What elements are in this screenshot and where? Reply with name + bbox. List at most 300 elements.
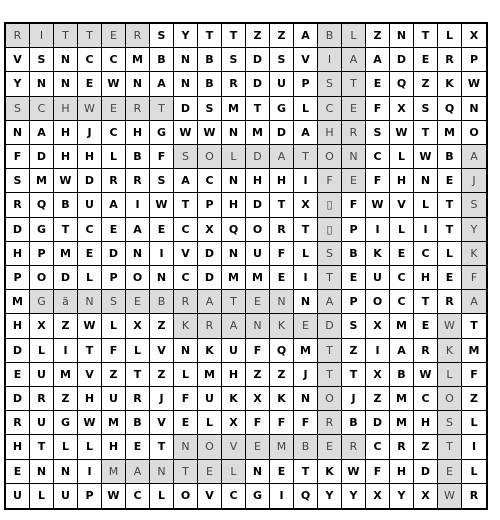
- grid-cell[interactable]: F: [318, 169, 342, 193]
- grid-cell[interactable]: H: [222, 193, 246, 217]
- grid-cell[interactable]: N: [150, 460, 174, 484]
- grid-cell[interactable]: L: [342, 24, 366, 48]
- grid-cell[interactable]: T: [438, 218, 462, 242]
- grid-cell[interactable]: T: [414, 290, 438, 314]
- grid-cell[interactable]: M: [462, 339, 486, 363]
- grid-cell[interactable]: X: [462, 24, 486, 48]
- grid-cell[interactable]: N: [30, 72, 54, 96]
- grid-cell[interactable]: G: [246, 484, 270, 508]
- grid-cell[interactable]: N: [174, 339, 198, 363]
- grid-cell[interactable]: U: [246, 242, 270, 266]
- grid-cell[interactable]: R: [342, 121, 366, 145]
- grid-cell[interactable]: E: [126, 290, 150, 314]
- grid-cell[interactable]: F: [294, 411, 318, 435]
- grid-cell[interactable]: A: [294, 121, 318, 145]
- grid-cell[interactable]: L: [462, 460, 486, 484]
- grid-cell[interactable]: S: [342, 314, 366, 338]
- grid-cell[interactable]: U: [366, 266, 390, 290]
- grid-cell[interactable]: X: [126, 314, 150, 338]
- grid-cell[interactable]: L: [438, 363, 462, 387]
- grid-cell[interactable]: D: [414, 460, 438, 484]
- grid-cell[interactable]: F: [246, 339, 270, 363]
- grid-cell[interactable]: I: [126, 193, 150, 217]
- grid-cell[interactable]: W: [150, 193, 174, 217]
- grid-cell[interactable]: M: [390, 314, 414, 338]
- grid-cell[interactable]: L: [294, 97, 318, 121]
- grid-cell[interactable]: P: [102, 266, 126, 290]
- grid-cell[interactable]: N: [6, 121, 30, 145]
- grid-cell[interactable]: E: [102, 97, 126, 121]
- grid-cell[interactable]: S: [150, 169, 174, 193]
- grid-cell[interactable]: P: [342, 218, 366, 242]
- grid-cell[interactable]: E: [342, 266, 366, 290]
- grid-cell[interactable]: C: [390, 290, 414, 314]
- grid-cell[interactable]: D: [30, 145, 54, 169]
- grid-cell[interactable]: W: [438, 484, 462, 508]
- grid-cell[interactable]: T: [294, 460, 318, 484]
- grid-cell[interactable]: F: [366, 169, 390, 193]
- grid-cell[interactable]: L: [198, 411, 222, 435]
- grid-cell[interactable]: I: [30, 24, 54, 48]
- grid-cell[interactable]: J: [78, 121, 102, 145]
- grid-cell[interactable]: A: [198, 290, 222, 314]
- grid-cell[interactable]: L: [222, 460, 246, 484]
- grid-cell[interactable]: W: [102, 484, 126, 508]
- grid-cell[interactable]: I: [150, 242, 174, 266]
- grid-cell[interactable]: X: [390, 97, 414, 121]
- grid-cell[interactable]: N: [30, 460, 54, 484]
- grid-cell[interactable]: A: [126, 218, 150, 242]
- grid-cell[interactable]: V: [150, 339, 174, 363]
- grid-cell[interactable]: H: [270, 169, 294, 193]
- grid-cell[interactable]: R: [469, 489, 479, 503]
- grid-cell[interactable]: Z: [150, 314, 174, 338]
- grid-cell[interactable]: M: [126, 48, 150, 72]
- grid-cell[interactable]: D: [78, 169, 102, 193]
- grid-cell[interactable]: N: [222, 169, 246, 193]
- grid-cell[interactable]: I: [270, 484, 294, 508]
- grid-cell[interactable]: C: [174, 218, 198, 242]
- grid-cell[interactable]: A: [342, 48, 366, 72]
- grid-cell[interactable]: ▯: [318, 218, 342, 242]
- grid-cell[interactable]: R: [222, 72, 246, 96]
- grid-cell[interactable]: B: [438, 145, 462, 169]
- grid-cell[interactable]: H: [102, 435, 126, 459]
- grid-cell[interactable]: X: [246, 387, 270, 411]
- grid-cell[interactable]: M: [222, 266, 246, 290]
- grid-cell[interactable]: M: [270, 435, 294, 459]
- grid-cell[interactable]: L: [174, 363, 198, 387]
- grid-cell[interactable]: L: [78, 435, 102, 459]
- grid-cell[interactable]: Z: [414, 72, 438, 96]
- grid-cell[interactable]: N: [54, 72, 78, 96]
- grid-cell[interactable]: D: [198, 242, 222, 266]
- grid-cell[interactable]: A: [126, 460, 150, 484]
- grid-cell[interactable]: E: [78, 242, 102, 266]
- grid-cell[interactable]: N: [174, 72, 198, 96]
- grid-cell[interactable]: V: [390, 193, 414, 217]
- grid-cell[interactable]: E: [438, 460, 462, 484]
- grid-cell[interactable]: A: [174, 169, 198, 193]
- grid-cell[interactable]: E: [342, 97, 366, 121]
- grid-cell[interactable]: U: [198, 387, 222, 411]
- grid-cell[interactable]: E: [102, 24, 126, 48]
- grid-cell[interactable]: Z: [462, 387, 486, 411]
- grid-cell[interactable]: T: [294, 218, 318, 242]
- grid-cell[interactable]: N: [54, 460, 78, 484]
- grid-cell[interactable]: H: [222, 363, 246, 387]
- grid-cell[interactable]: X: [366, 363, 390, 387]
- grid-cell[interactable]: T: [342, 363, 366, 387]
- grid-cell[interactable]: A: [366, 48, 390, 72]
- grid-cell[interactable]: V: [198, 484, 222, 508]
- grid-cell[interactable]: O: [438, 387, 462, 411]
- grid-cell[interactable]: P: [342, 290, 366, 314]
- grid-cell[interactable]: S: [222, 48, 246, 72]
- grid-cell[interactable]: H: [390, 169, 414, 193]
- grid-cell[interactable]: Z: [246, 363, 270, 387]
- grid-cell[interactable]: O: [30, 266, 54, 290]
- grid-cell[interactable]: Z: [54, 314, 78, 338]
- grid-cell[interactable]: K: [270, 314, 294, 338]
- grid-cell[interactable]: O: [174, 484, 198, 508]
- grid-cell[interactable]: L: [102, 314, 126, 338]
- grid-cell[interactable]: S: [318, 242, 342, 266]
- grid-cell[interactable]: U: [102, 387, 126, 411]
- grid-cell[interactable]: L: [438, 242, 462, 266]
- grid-cell[interactable]: M: [54, 242, 78, 266]
- grid-cell[interactable]: T: [414, 24, 438, 48]
- grid-cell[interactable]: B: [150, 48, 174, 72]
- grid-cell[interactable]: F: [462, 363, 486, 387]
- grid-cell[interactable]: M: [246, 266, 270, 290]
- grid-cell[interactable]: Z: [414, 435, 438, 459]
- grid-cell[interactable]: M: [102, 460, 126, 484]
- grid-cell[interactable]: N: [414, 169, 438, 193]
- grid-cell[interactable]: B: [198, 72, 222, 96]
- grid-cell[interactable]: R: [126, 169, 150, 193]
- grid-cell[interactable]: D: [198, 266, 222, 290]
- grid-cell[interactable]: I: [294, 266, 318, 290]
- grid-cell[interactable]: C: [366, 435, 390, 459]
- grid-cell[interactable]: N: [294, 290, 318, 314]
- grid-cell[interactable]: E: [6, 363, 30, 387]
- grid-cell[interactable]: T: [222, 290, 246, 314]
- grid-cell[interactable]: M: [102, 411, 126, 435]
- grid-cell[interactable]: X: [366, 314, 390, 338]
- grid-cell[interactable]: T: [438, 435, 462, 459]
- grid-cell[interactable]: V: [294, 48, 318, 72]
- grid-cell[interactable]: K: [222, 387, 246, 411]
- grid-cell[interactable]: D: [6, 387, 30, 411]
- grid-cell[interactable]: L: [30, 339, 54, 363]
- grid-cell[interactable]: L: [438, 24, 462, 48]
- grid-cell[interactable]: M: [222, 97, 246, 121]
- grid-cell[interactable]: L: [102, 145, 126, 169]
- grid-cell[interactable]: L: [54, 435, 78, 459]
- grid-cell[interactable]: N: [54, 48, 78, 72]
- grid-cell[interactable]: L: [78, 266, 102, 290]
- grid-cell[interactable]: K: [318, 460, 342, 484]
- grid-cell[interactable]: V: [150, 411, 174, 435]
- grid-cell[interactable]: H: [318, 121, 342, 145]
- grid-cell[interactable]: T: [222, 24, 246, 48]
- grid-cell[interactable]: T: [78, 24, 102, 48]
- grid-cell[interactable]: X: [30, 314, 54, 338]
- grid-cell[interactable]: B: [390, 363, 414, 387]
- grid-cell[interactable]: B: [342, 411, 366, 435]
- grid-cell[interactable]: Y: [6, 72, 30, 96]
- grid-cell[interactable]: Z: [246, 24, 270, 48]
- grid-cell[interactable]: R: [30, 387, 54, 411]
- grid-cell[interactable]: E: [318, 435, 342, 459]
- grid-cell[interactable]: E: [390, 242, 414, 266]
- grid-cell[interactable]: X: [414, 484, 438, 508]
- grid-cell[interactable]: B: [126, 145, 150, 169]
- grid-cell[interactable]: N: [78, 290, 102, 314]
- grid-cell[interactable]: R: [6, 411, 30, 435]
- grid-cell[interactable]: L: [150, 484, 174, 508]
- grid-cell[interactable]: C: [126, 484, 150, 508]
- grid-cell[interactable]: H: [78, 387, 102, 411]
- grid-cell[interactable]: R: [174, 290, 198, 314]
- grid-cell[interactable]: H: [54, 121, 78, 145]
- grid-cell[interactable]: F: [366, 460, 390, 484]
- grid-cell[interactable]: E: [294, 314, 318, 338]
- grid-cell[interactable]: M: [294, 339, 318, 363]
- grid-cell[interactable]: B: [294, 435, 318, 459]
- grid-cell[interactable]: R: [126, 24, 150, 48]
- grid-cell[interactable]: A: [462, 290, 486, 314]
- grid-cell[interactable]: R: [438, 48, 462, 72]
- grid-cell[interactable]: Y: [174, 24, 198, 48]
- grid-cell[interactable]: L: [126, 339, 150, 363]
- grid-cell[interactable]: I: [462, 435, 486, 459]
- grid-cell[interactable]: G: [54, 411, 78, 435]
- grid-cell[interactable]: N: [270, 290, 294, 314]
- grid-cell[interactable]: Z: [54, 387, 78, 411]
- grid-cell[interactable]: Q: [390, 72, 414, 96]
- grid-cell[interactable]: W: [78, 411, 102, 435]
- grid-cell[interactable]: A: [30, 121, 54, 145]
- grid-cell[interactable]: Z: [366, 387, 390, 411]
- grid-cell[interactable]: H: [126, 121, 150, 145]
- grid-cell[interactable]: R: [390, 435, 414, 459]
- grid-cell[interactable]: D: [6, 218, 30, 242]
- grid-cell[interactable]: S: [414, 97, 438, 121]
- grid-cell[interactable]: R: [6, 193, 30, 217]
- grid-cell[interactable]: K: [438, 72, 462, 96]
- grid-cell[interactable]: F: [6, 145, 30, 169]
- grid-cell[interactable]: C: [102, 48, 126, 72]
- grid-cell[interactable]: Z: [102, 363, 126, 387]
- grid-cell[interactable]: R: [126, 97, 150, 121]
- grid-cell[interactable]: P: [462, 48, 486, 72]
- grid-cell[interactable]: M: [54, 363, 78, 387]
- grid-cell[interactable]: T: [54, 24, 78, 48]
- grid-cell[interactable]: J: [342, 387, 366, 411]
- grid-cell[interactable]: S: [6, 169, 30, 193]
- grid-cell[interactable]: A: [390, 339, 414, 363]
- grid-cell[interactable]: F: [270, 411, 294, 435]
- grid-cell[interactable]: K: [270, 387, 294, 411]
- grid-cell[interactable]: V: [6, 48, 30, 72]
- grid-cell[interactable]: Z: [366, 24, 390, 48]
- grid-cell[interactable]: O: [366, 290, 390, 314]
- grid-cell[interactable]: P: [294, 72, 318, 96]
- grid-cell[interactable]: X: [366, 484, 390, 508]
- grid-cell[interactable]: S: [6, 97, 30, 121]
- grid-cell[interactable]: A: [294, 24, 318, 48]
- grid-cell[interactable]: D: [6, 339, 30, 363]
- grid-cell[interactable]: W: [78, 314, 102, 338]
- grid-cell[interactable]: T: [318, 363, 342, 387]
- grid-cell[interactable]: X: [198, 218, 222, 242]
- grid-cell[interactable]: T: [318, 266, 342, 290]
- grid-cell[interactable]: T: [438, 193, 462, 217]
- grid-cell[interactable]: M: [438, 121, 462, 145]
- grid-cell[interactable]: Z: [150, 363, 174, 387]
- grid-cell[interactable]: C: [198, 169, 222, 193]
- grid-cell[interactable]: K: [174, 314, 198, 338]
- grid-cell[interactable]: E: [150, 218, 174, 242]
- grid-cell[interactable]: F: [366, 97, 390, 121]
- grid-cell[interactable]: N: [222, 242, 246, 266]
- grid-cell[interactable]: G: [30, 290, 54, 314]
- grid-cell[interactable]: A: [102, 193, 126, 217]
- grid-cell[interactable]: W: [174, 121, 198, 145]
- grid-cell[interactable]: E: [126, 435, 150, 459]
- grid-cell[interactable]: I: [366, 218, 390, 242]
- grid-cell[interactable]: B: [342, 242, 366, 266]
- grid-cell[interactable]: D: [390, 48, 414, 72]
- grid-cell[interactable]: Q: [30, 193, 54, 217]
- grid-cell[interactable]: B: [150, 290, 174, 314]
- grid-cell[interactable]: D: [246, 193, 270, 217]
- grid-cell[interactable]: S: [174, 145, 198, 169]
- grid-cell[interactable]: V: [174, 242, 198, 266]
- grid-cell[interactable]: L: [414, 193, 438, 217]
- grid-cell[interactable]: N: [222, 121, 246, 145]
- grid-cell[interactable]: A: [462, 145, 486, 169]
- grid-cell[interactable]: D: [246, 145, 270, 169]
- grid-cell[interactable]: T: [318, 339, 342, 363]
- grid-cell[interactable]: C: [78, 218, 102, 242]
- grid-cell[interactable]: E: [366, 72, 390, 96]
- grid-cell[interactable]: T: [78, 339, 102, 363]
- grid-cell[interactable]: H: [6, 435, 30, 459]
- grid-cell[interactable]: N: [174, 435, 198, 459]
- grid-cell[interactable]: T: [414, 121, 438, 145]
- grid-cell[interactable]: S: [462, 193, 486, 217]
- grid-cell[interactable]: F: [462, 266, 486, 290]
- grid-cell[interactable]: E: [246, 290, 270, 314]
- grid-cell[interactable]: T: [462, 314, 486, 338]
- grid-cell[interactable]: M: [246, 121, 270, 145]
- grid-cell[interactable]: H: [390, 460, 414, 484]
- grid-cell[interactable]: I: [294, 169, 318, 193]
- grid-cell[interactable]: T: [246, 97, 270, 121]
- grid-cell[interactable]: T: [198, 24, 222, 48]
- grid-cell[interactable]: E: [270, 266, 294, 290]
- grid-cell[interactable]: H: [54, 145, 78, 169]
- grid-cell[interactable]: R: [438, 290, 462, 314]
- grid-cell[interactable]: T: [54, 218, 78, 242]
- grid-cell[interactable]: T: [342, 72, 366, 96]
- grid-cell[interactable]: W: [390, 121, 414, 145]
- grid-cell[interactable]: O: [246, 218, 270, 242]
- grid-cell[interactable]: H: [414, 266, 438, 290]
- grid-cell[interactable]: D: [246, 72, 270, 96]
- grid-cell[interactable]: P: [198, 193, 222, 217]
- grid-cell[interactable]: T: [174, 460, 198, 484]
- grid-cell[interactable]: H: [54, 97, 78, 121]
- grid-cell[interactable]: U: [78, 193, 102, 217]
- grid-cell[interactable]: C: [366, 145, 390, 169]
- grid-cell[interactable]: F: [174, 387, 198, 411]
- grid-cell[interactable]: A: [222, 314, 246, 338]
- grid-cell[interactable]: S: [102, 290, 126, 314]
- grid-cell[interactable]: M: [198, 363, 222, 387]
- grid-cell[interactable]: K: [366, 242, 390, 266]
- grid-cell[interactable]: U: [6, 484, 30, 508]
- grid-cell[interactable]: X: [294, 193, 318, 217]
- grid-cell[interactable]: W: [342, 460, 366, 484]
- grid-cell[interactable]: Q: [438, 97, 462, 121]
- grid-cell[interactable]: F: [150, 145, 174, 169]
- grid-cell[interactable]: B: [198, 48, 222, 72]
- grid-cell[interactable]: D: [270, 121, 294, 145]
- grid-cell[interactable]: L: [30, 484, 54, 508]
- grid-cell[interactable]: W: [414, 145, 438, 169]
- grid-cell[interactable]: M: [30, 169, 54, 193]
- grid-cell[interactable]: T: [30, 435, 54, 459]
- grid-cell[interactable]: H: [78, 145, 102, 169]
- grid-cell[interactable]: E: [174, 411, 198, 435]
- grid-cell[interactable]: X: [222, 411, 246, 435]
- grid-cell[interactable]: S: [438, 411, 462, 435]
- grid-cell[interactable]: A: [270, 145, 294, 169]
- grid-cell[interactable]: I: [366, 339, 390, 363]
- grid-cell[interactable]: F: [270, 242, 294, 266]
- grid-cell[interactable]: N: [462, 97, 486, 121]
- grid-cell[interactable]: D: [102, 242, 126, 266]
- grid-cell[interactable]: O: [126, 266, 150, 290]
- grid-cell[interactable]: I: [318, 48, 342, 72]
- grid-cell[interactable]: N: [342, 145, 366, 169]
- grid-cell[interactable]: M: [390, 411, 414, 435]
- grid-cell[interactable]: S: [198, 97, 222, 121]
- grid-cell[interactable]: W: [54, 169, 78, 193]
- grid-cell[interactable]: U: [30, 411, 54, 435]
- grid-cell[interactable]: V: [78, 363, 102, 387]
- grid-cell[interactable]: Z: [270, 363, 294, 387]
- grid-cell[interactable]: Q: [294, 484, 318, 508]
- grid-cell[interactable]: G: [30, 218, 54, 242]
- grid-cell[interactable]: O: [462, 121, 486, 145]
- grid-cell[interactable]: C: [414, 387, 438, 411]
- grid-cell[interactable]: C: [222, 484, 246, 508]
- grid-cell[interactable]: P: [78, 484, 102, 508]
- grid-cell[interactable]: N: [126, 242, 150, 266]
- grid-cell[interactable]: U: [222, 339, 246, 363]
- grid-cell[interactable]: D: [246, 48, 270, 72]
- grid-cell[interactable]: I: [78, 460, 102, 484]
- grid-cell[interactable]: C: [174, 266, 198, 290]
- grid-cell[interactable]: E: [270, 460, 294, 484]
- grid-cell[interactable]: H: [246, 169, 270, 193]
- grid-cell[interactable]: N: [294, 387, 318, 411]
